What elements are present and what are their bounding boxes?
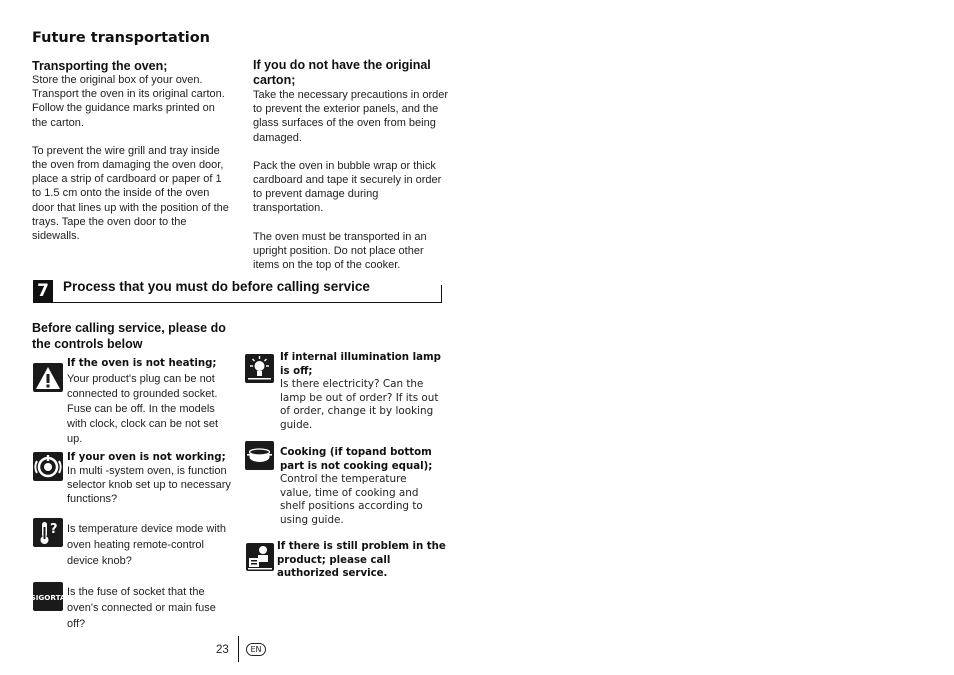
footer-divider [238, 636, 239, 662]
thermometer-question-icon [33, 518, 63, 547]
no-carton-subheading: If you do not have the original carton; [253, 58, 431, 87]
language-badge: EN [246, 643, 266, 656]
no-carton-text [253, 88, 449, 286]
no-carton-paragraph-2: Pack the oven in bubble wrap or thick cardboard and tape it securely in order to prevent damage during transportation. [253, 159, 442, 215]
heating-title: If the oven is not heating; [67, 358, 217, 369]
sigorta-fuse-icon [30, 582, 66, 611]
transporting-paragraph-2: To prevent the wire grill and tray inside the oven from damaging the oven door, place a strip of cardboard or paper of 1 to 1.5 cm onto the inside of the oven door that lines up with the position of the trays. Tape the oven door to the sidewalls. [32, 144, 229, 243]
thermo-text: Is temperature device mode with oven heating remote-control device knob? [67, 523, 226, 567]
future-transportation-heading: Future transportation [32, 30, 211, 46]
cooking-title: Cooking (if topand bottom part is not cooking equal); [280, 447, 433, 472]
before-service-heading: Before calling service, please do the controls below [32, 321, 226, 351]
no-carton-paragraph-1: Take the necessary precautions in order to prevent the exterior panels, and the glass surfaces of the oven from being damaged. [253, 89, 449, 144]
no-carton-paragraph-3: The oven must be transported in an upright position. Do not place other items on the top of the cooker. [253, 230, 427, 272]
lamp-text: Is there electricity? Can the lamp be out of order? If its out of order, change it by looking guide. [280, 378, 439, 432]
service-title: If there is still problem in the product; please call authorized service. [277, 541, 446, 579]
cooking-text: Control the temperature value, time of cooking and shelf positions according to using guide. [280, 473, 423, 527]
warning-triangle-icon [33, 363, 63, 392]
section-title: Process that you must do before calling service [63, 279, 370, 294]
page-number: 23 [216, 644, 229, 656]
section-right-tick [441, 285, 442, 303]
timer-knob-icon [33, 452, 63, 481]
working-title: If your oven is not working; [67, 452, 226, 463]
fuse-text: Is the fuse of socket that the oven's connected or main fuse off? [67, 586, 216, 630]
svg-text:?: ? [50, 522, 58, 537]
lamp-title: If internal illumination lamp is off; [280, 352, 441, 377]
sigorta-label: SIGORTA [30, 593, 66, 602]
heating-text: Your product's plug can be not connected to grounded socket. Fuse can be off. In the models with clock, clock can be not set up. [67, 373, 219, 445]
transporting-text [32, 73, 232, 257]
working-text: In multi -system oven, is function selector knob set up to necessary functions? [67, 465, 231, 505]
transporting-paragraph-1: Store the original box of your oven. Transport the oven in its original carton. Follow the guidance marks printed on the carton. [32, 74, 225, 129]
cooking-dish-icon [245, 441, 274, 470]
section-number-badge: 7 [33, 280, 53, 302]
lamp-icon [245, 354, 274, 383]
service-technician-icon [246, 543, 274, 571]
section-underline [33, 302, 442, 303]
transporting-subheading: Transporting the oven; [32, 59, 168, 73]
